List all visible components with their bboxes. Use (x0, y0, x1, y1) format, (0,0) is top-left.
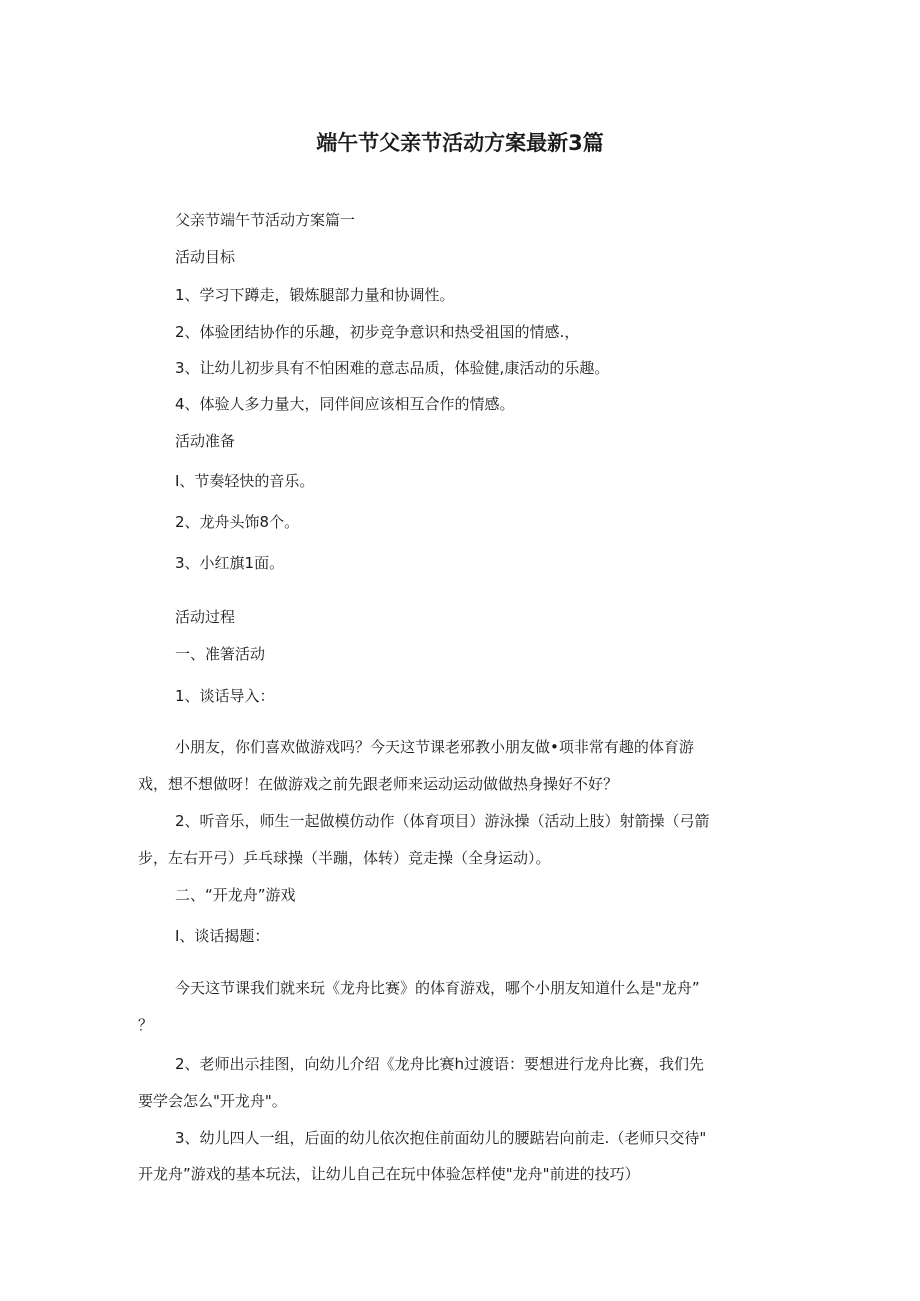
paragraph-line: 今天这节课我们就来玩《龙舟比赛》的体育游戏，哪个小朋友知道什么是"龙舟” (175, 979, 700, 997)
prep-item-3: 3、小红旗1面。 (175, 554, 285, 572)
process-step-2-heading: 二、“开龙舟”游戏 (175, 886, 296, 904)
paragraph-line: 2、老师出示挂图，向幼儿介绍《龙舟比赛h过渡语：要想进行龙舟比赛，我们先 (175, 1055, 705, 1073)
process-step-1-heading: 一、准箸活动 (175, 645, 266, 663)
heading-activity-preparation: 活动准备 (175, 432, 236, 450)
heading-activity-goals: 活动目标 (175, 248, 236, 266)
section-heading-part-one: 父亲节端午节活动方案篇一 (175, 211, 356, 229)
prep-item-1: I、节奏轻快的音乐。 (175, 472, 315, 490)
paragraph-line: 戏，想不想做呀！在做游戏之前先跟老师来运动运动做做热身操好不好？ (138, 775, 619, 793)
goal-item-4: 4、体验人多力量大，同伴间应该相互合作的情感。 (175, 395, 515, 413)
paragraph-line: 开龙舟”游戏的基本玩法，让幼儿自己在玩中体验怎样使"龙舟"前进的技巧） (138, 1165, 640, 1183)
goal-item-3: 3、让幼儿初步具有不怕困难的意志品质，体验健,康活动的乐趣。 (175, 359, 610, 377)
paragraph-line: 步，左右开弓）乒乓球操（半蹦，体转）竞走操（全身运动）。 (138, 849, 551, 867)
goal-item-2: 2、体验团结协作的乐趣，初步竞争意识和热受祖国的情感.， (175, 323, 580, 341)
heading-activity-process: 活动过程 (175, 608, 236, 626)
prep-item-2: 2、龙舟头饰8个。 (175, 513, 300, 531)
paragraph-line: 要学会怎么"开龙舟"。 (138, 1092, 287, 1110)
paragraph-line: 小朋友，你们喜欢做游戏吗？今天这节课老邪教小朋友做•项非常有趣的体育游 (175, 738, 694, 756)
paragraph-line: ？ (138, 1016, 154, 1034)
goal-item-1: 1、学习下蹲走，锻炼腿部力量和协调性。 (175, 286, 455, 304)
process-substep-talk: I、谈话揭题： (175, 927, 270, 945)
process-substep-1: 1、谈话导入： (175, 687, 275, 705)
paragraph-line: 2、听音乐，师生一起做模仿动作（体育项目）游泳操（活动上肢）射箭操（弓箭 (175, 812, 710, 830)
paragraph-line: 3、幼儿四人一组，后面的幼儿依次抱住前面幼儿的腰踮岩向前走.（老师只交待" (175, 1129, 707, 1147)
document-title: 端午节父亲节活动方案最新3篇 (316, 131, 604, 155)
